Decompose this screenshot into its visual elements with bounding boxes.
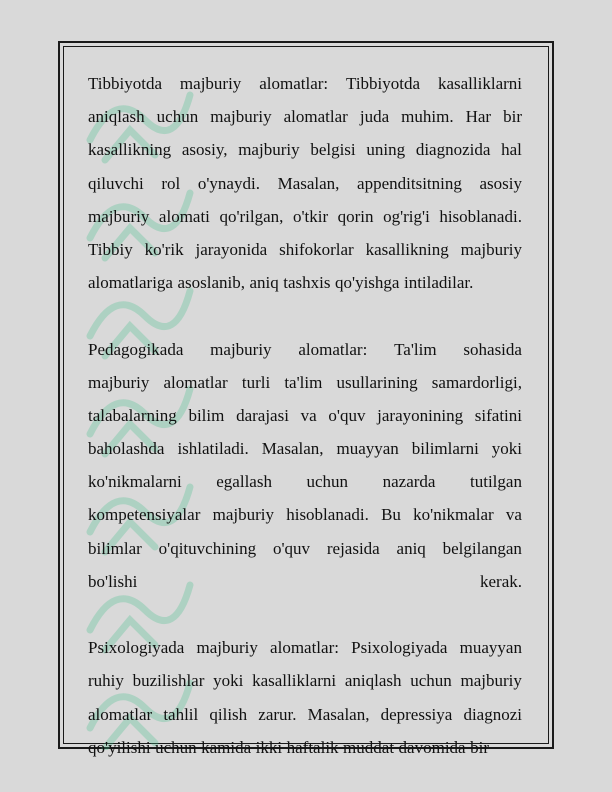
word: kamida xyxy=(201,737,252,757)
word: bilimlarni xyxy=(411,439,479,459)
word: o'qituvchining xyxy=(158,538,257,558)
text-line xyxy=(88,67,522,100)
word: muddat xyxy=(343,737,395,757)
word: tutilgan xyxy=(470,472,522,492)
text-line xyxy=(88,366,522,399)
word: o'ynaydi. xyxy=(197,173,260,193)
word: davomida xyxy=(398,737,466,757)
word: o'quv xyxy=(272,538,311,558)
word: Pedagogikada xyxy=(88,339,184,359)
word: Bu xyxy=(381,505,401,525)
text-line xyxy=(88,133,522,166)
word: aniqlash xyxy=(88,107,145,127)
word: turli xyxy=(241,372,271,392)
word: o'tkir xyxy=(292,206,329,226)
text-line xyxy=(88,399,522,432)
word: diagnozi xyxy=(463,704,522,724)
word: alomatlar: xyxy=(298,339,368,359)
word: usullarining xyxy=(336,372,418,392)
word: qiluvchi xyxy=(88,173,144,193)
word: alomati xyxy=(158,206,210,226)
text-line xyxy=(88,233,522,266)
word: alomatlar xyxy=(163,372,228,392)
word: muhim. xyxy=(401,107,454,127)
word: majburiy xyxy=(210,107,272,127)
word: bir xyxy=(470,737,489,757)
text-line xyxy=(88,631,522,664)
word: asoslanib, xyxy=(177,273,245,293)
text-line xyxy=(88,333,522,366)
word: hisoblanadi. xyxy=(439,206,522,226)
text-line xyxy=(88,664,522,697)
word: rejasida xyxy=(326,538,380,558)
word: majburiy xyxy=(210,339,272,359)
paragraph xyxy=(88,333,522,599)
word: majburiy xyxy=(460,239,522,259)
word: og'rig'i xyxy=(383,206,430,226)
word: o'quv xyxy=(328,405,366,425)
text-line xyxy=(88,698,522,731)
word: intiladilar. xyxy=(403,273,474,293)
word: aniq xyxy=(249,273,279,293)
word: Psixologiyada xyxy=(88,638,185,658)
word: majburiy xyxy=(238,140,300,160)
word: uning xyxy=(366,140,406,160)
word: kasallikning xyxy=(88,140,172,160)
word: majburiy xyxy=(88,206,150,226)
word: bo'lishi xyxy=(88,571,138,591)
word: ko'nikmalar xyxy=(413,505,494,525)
word: alomatlar xyxy=(283,107,348,127)
word: hal xyxy=(501,140,522,160)
word: shifokorlar xyxy=(279,239,354,259)
word: egallash xyxy=(216,472,272,492)
word: qilish xyxy=(209,704,248,724)
word: ishlatiladi. xyxy=(177,439,249,459)
word: haftalik xyxy=(286,737,339,757)
text-line xyxy=(88,498,522,531)
word: belgisi xyxy=(310,140,356,160)
word: Masalan, xyxy=(277,173,340,193)
word: Ta'lim xyxy=(394,339,437,359)
paragraph xyxy=(88,631,522,764)
word: ikki xyxy=(255,737,283,757)
text-line xyxy=(88,200,522,233)
word: appenditsitning xyxy=(357,173,462,193)
word: hisoblanadi. xyxy=(286,505,369,525)
word: uchun xyxy=(156,107,199,127)
word: buzilishlar xyxy=(132,671,205,691)
word: belgilangan xyxy=(442,538,522,558)
word: baholashda xyxy=(88,439,165,459)
word: qo'yilishi xyxy=(88,737,151,757)
text-line xyxy=(88,532,522,565)
word: alomatlar: xyxy=(259,74,329,93)
word: Tibbiy xyxy=(88,239,133,259)
word: ko'rik xyxy=(144,239,184,259)
text-line xyxy=(88,167,522,200)
word: alomatlar xyxy=(88,704,153,724)
word: aniq xyxy=(396,538,426,558)
word: uchun xyxy=(306,472,349,492)
word: yoki xyxy=(491,439,522,459)
word: kompetensiyalar xyxy=(88,505,201,525)
word: tahlil xyxy=(163,704,199,724)
word: sohasida xyxy=(463,339,522,359)
word: muayyan xyxy=(459,638,522,658)
word: kerak. xyxy=(479,571,522,591)
word: qo'rilgan, xyxy=(219,206,284,226)
paragraph-gap xyxy=(88,598,522,631)
text-line xyxy=(88,266,522,299)
word: bilimlar xyxy=(88,538,142,558)
text-line xyxy=(88,565,522,598)
word: juda xyxy=(359,107,390,127)
word: qo'yishga xyxy=(335,273,400,293)
word: bilim xyxy=(188,405,225,425)
word: majburiy xyxy=(88,372,150,392)
paragraph-gap xyxy=(88,299,522,332)
word: majburiy xyxy=(179,74,242,93)
word: kasalliklarni xyxy=(437,74,522,93)
word: bir xyxy=(503,107,522,127)
word: va xyxy=(300,405,317,425)
text-line xyxy=(88,100,522,133)
word: sifatini xyxy=(474,405,522,425)
word: va xyxy=(505,505,522,525)
word: depressiya xyxy=(380,704,453,724)
word: uchun xyxy=(410,671,452,691)
word: majburiy xyxy=(196,638,258,658)
word: aniqlash xyxy=(344,671,402,691)
word: Masalan, xyxy=(261,439,324,459)
word: nazarda xyxy=(382,472,436,492)
text-line xyxy=(88,432,522,465)
word: muayyan xyxy=(336,439,399,459)
word: tashxis xyxy=(283,273,331,293)
word: Psixologiyada xyxy=(351,638,448,658)
word: rol xyxy=(161,173,181,193)
word: Tibbiyotda xyxy=(88,74,163,93)
word: ruhiy xyxy=(88,671,124,691)
word: ta'lim xyxy=(284,372,323,392)
word: asosiy xyxy=(479,173,522,193)
word: talabalarning xyxy=(88,405,177,425)
word: majburiy xyxy=(460,671,522,691)
word: Masalan, xyxy=(307,704,370,724)
word: darajasi xyxy=(236,405,289,425)
word: kasalliklarni xyxy=(252,671,337,691)
word: majburiy xyxy=(212,505,274,525)
word: Tibbiyotda xyxy=(346,74,421,93)
word: zarur. xyxy=(258,704,297,724)
word: alomatlariga xyxy=(88,273,173,293)
word: diagnozida xyxy=(415,140,491,160)
word: uchun xyxy=(155,737,197,757)
word: qorin xyxy=(337,206,374,226)
word: yoki xyxy=(213,671,244,691)
text-line xyxy=(88,731,522,764)
word: kasallikning xyxy=(365,239,449,259)
word: ko'nikmalarni xyxy=(88,472,182,492)
word: jarayonida xyxy=(195,239,268,259)
text-line xyxy=(88,465,522,498)
paragraph xyxy=(88,67,522,299)
word: alomatlar: xyxy=(270,638,339,658)
word: Har xyxy=(465,107,492,127)
word: asosiy, xyxy=(181,140,228,160)
document-body xyxy=(88,67,522,764)
word: samardorligi, xyxy=(431,372,522,392)
word: jarayonining xyxy=(377,405,464,425)
